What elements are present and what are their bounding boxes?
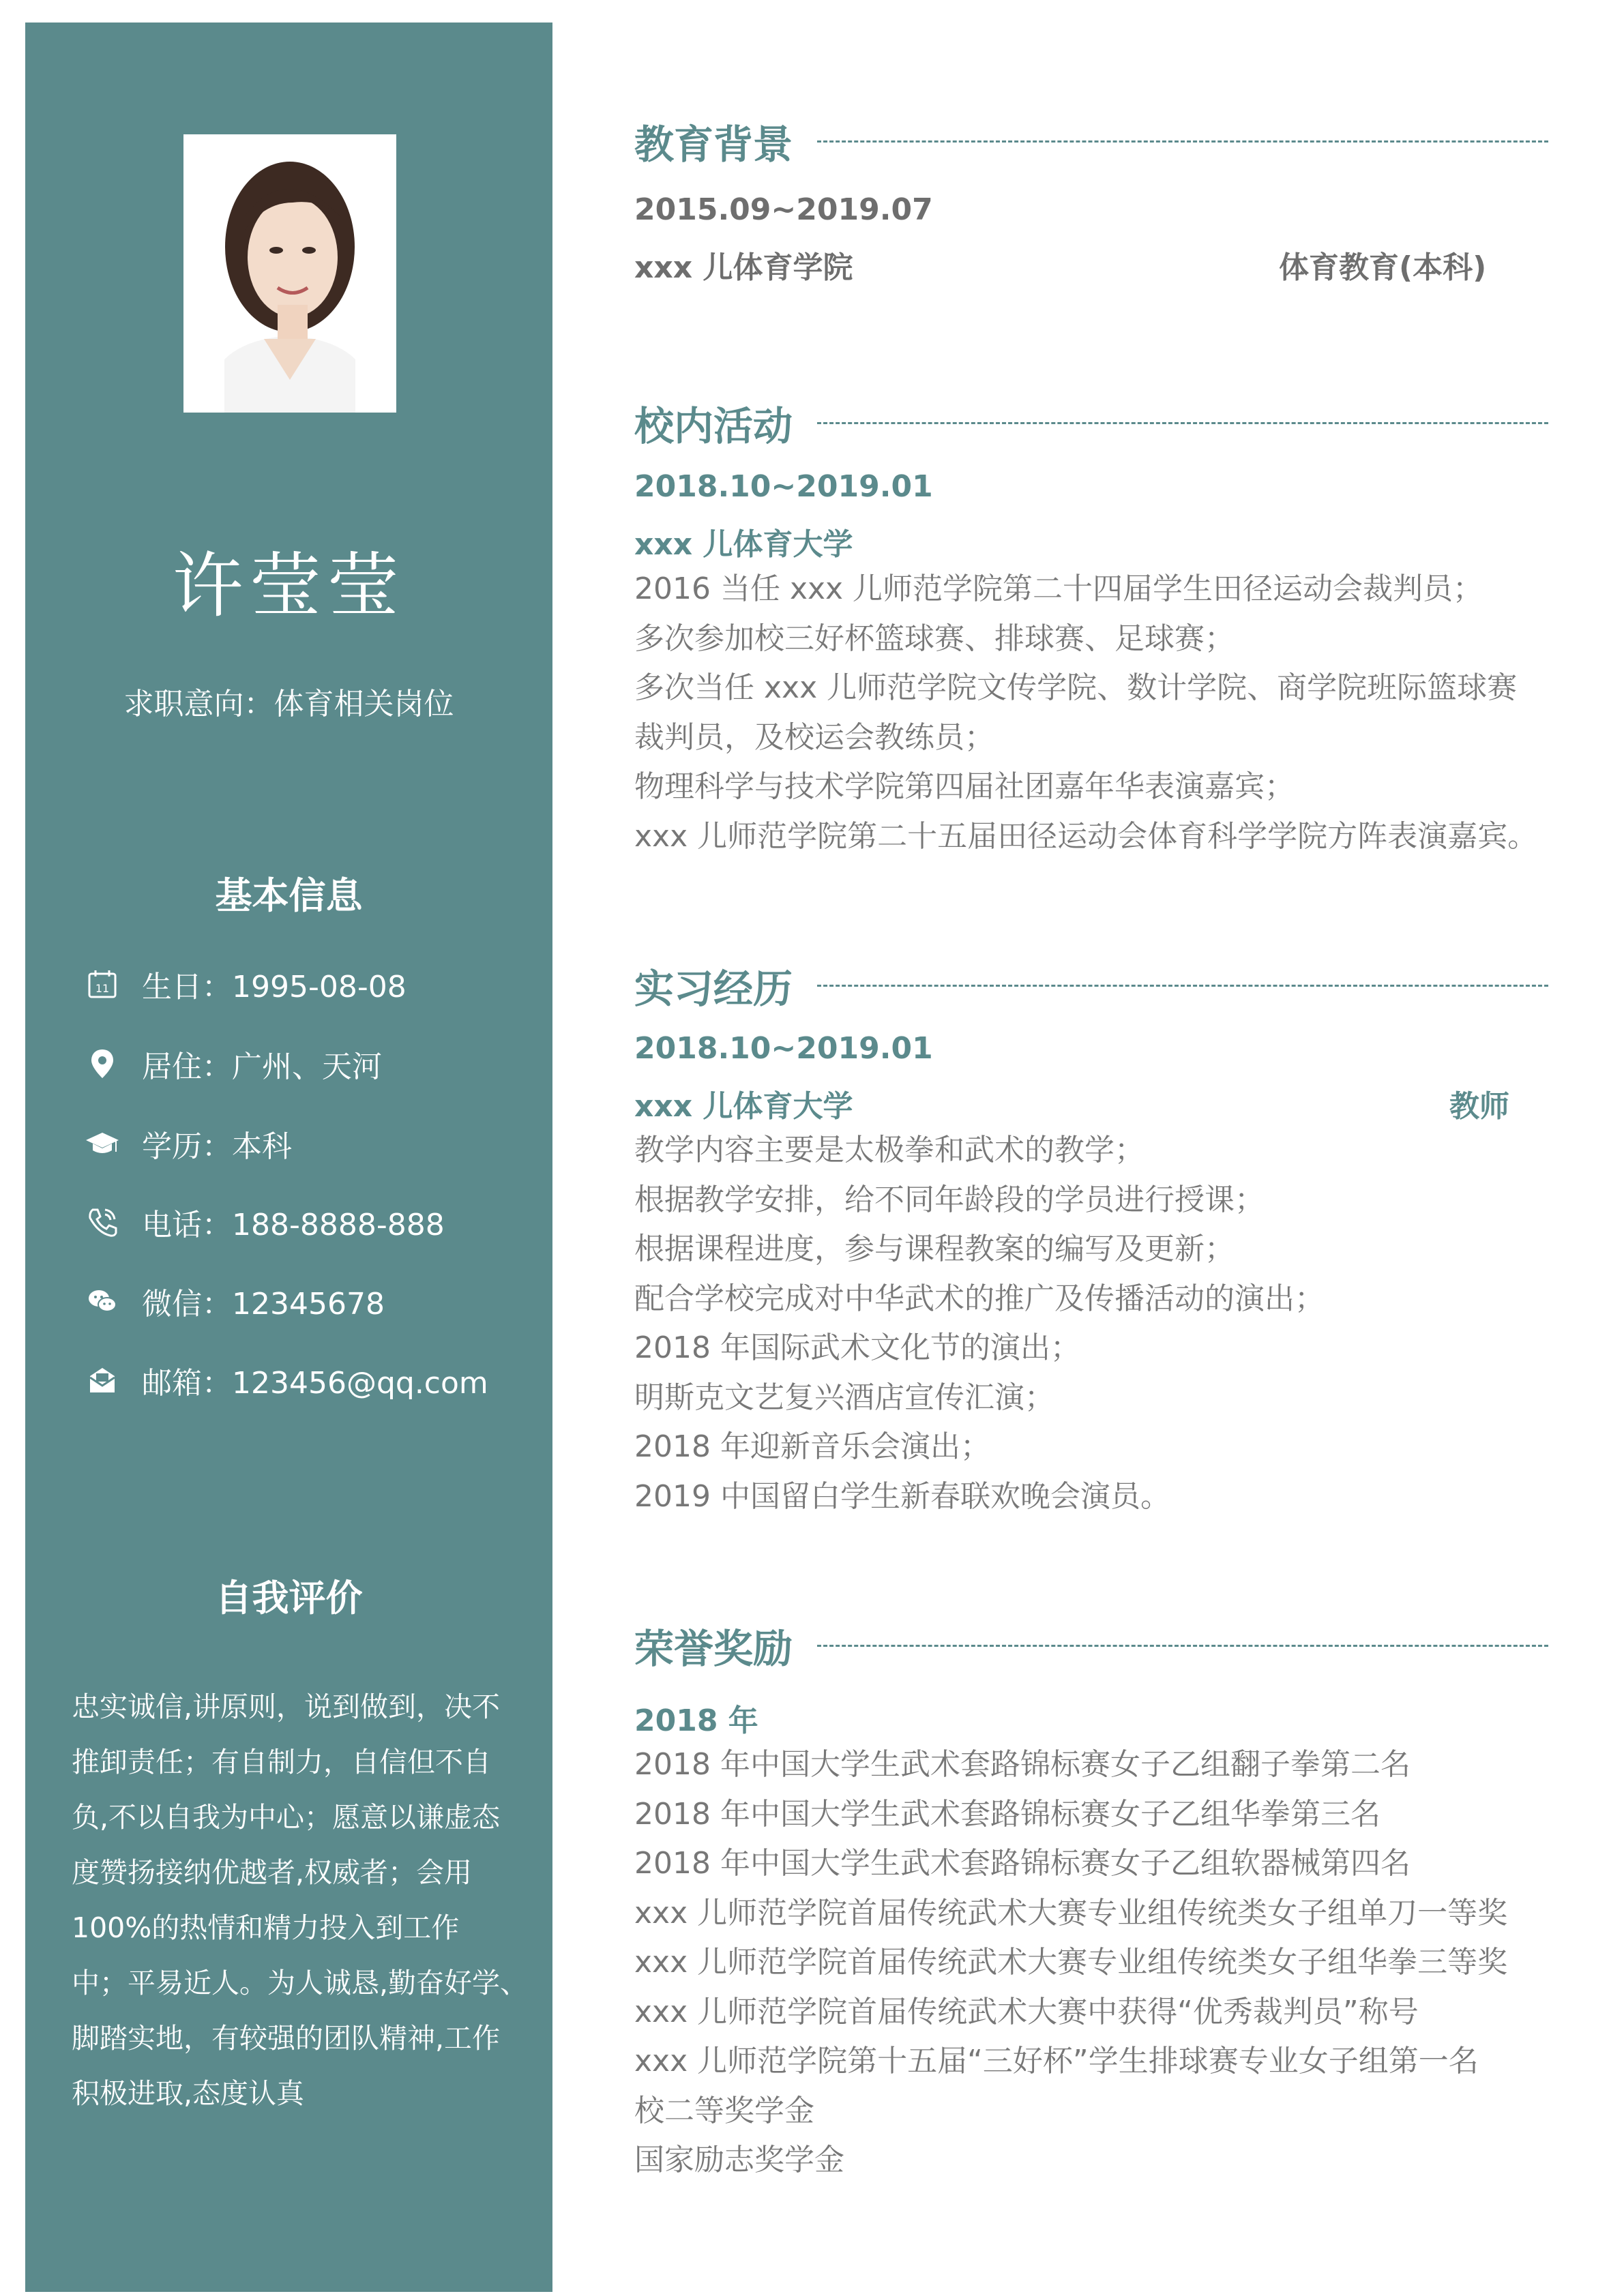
- info-email: [83, 1356, 488, 1404]
- list-item: 物理科学与技术学院第四届社团嘉年华表演嘉宾；: [634, 769, 1295, 804]
- sidebar: [25, 23, 552, 2292]
- info-email-text: 邮箱：123456@qq.com: [142, 1366, 488, 1401]
- candidate-name: 许莹莹: [172, 544, 406, 627]
- section-education-title: 教育背景: [634, 121, 793, 168]
- self-eval-text: [72, 1680, 529, 2121]
- internship-role: 教师: [1449, 1089, 1509, 1124]
- svg-text:11: 11: [95, 982, 110, 995]
- self-eval-line: 脚踏实地，有较强的团队精神,工作: [72, 2022, 501, 2055]
- self-eval-line: 推卸责任；有自制力，自信但不自: [72, 1746, 491, 1778]
- info-phone: [83, 1198, 445, 1246]
- info-birthday: [83, 960, 407, 1008]
- list-item: xxx 儿师范学院第十五届“三好杯”学生排球赛专业女子组第一名: [634, 2044, 1479, 2078]
- info-residence: [83, 1040, 382, 1088]
- section-internship-title: 实习经历: [634, 966, 793, 1012]
- list-item: 2019 中国留白学生新春联欢晚会演员。: [634, 1478, 1170, 1514]
- section-internship-header: [634, 961, 1548, 1012]
- calendar-icon: [83, 965, 121, 1003]
- list-item: 2018 年中国大学生武术套路锦标赛女子乙组翻子拳第二名: [634, 1747, 1411, 1782]
- dashed-divider: [817, 1645, 1548, 1647]
- profile-photo: [183, 134, 396, 413]
- education-major: 体育教育(本科): [1279, 250, 1487, 285]
- list-item: 根据课程进度，参与课程教案的编写及更新；: [634, 1232, 1235, 1266]
- wechat-icon: [83, 1282, 121, 1320]
- list-item: 多次参加校三好杯篮球赛、排球赛、足球赛；: [634, 621, 1235, 656]
- section-honors-header: [634, 1622, 1548, 1672]
- list-item: 2018 年中国大学生武术套路锦标赛女子乙组软器械第四名: [634, 1846, 1411, 1881]
- campus-list: [634, 565, 1548, 861]
- list-item: 明斯克文艺复兴酒店宣传汇演；: [634, 1380, 1054, 1415]
- internship-list: [634, 1126, 1548, 1521]
- self-eval-title: 自我评价: [215, 1577, 363, 1620]
- list-item: 2016 当任 xxx 儿师范学院第二十四届学生田径运动会裁判员；: [634, 571, 1483, 606]
- education-date: 2015.09~2019.07: [634, 192, 933, 227]
- info-education: [83, 1120, 292, 1167]
- list-item: xxx 儿师范学院首届传统武术大赛中获得“优秀裁判员”称号: [634, 1994, 1419, 2029]
- list-item: 校二等奖学金: [634, 2093, 814, 2128]
- campus-org: xxx 儿体育大学: [634, 527, 853, 562]
- basic-info-title: 基本信息: [215, 874, 363, 917]
- list-item: xxx 儿师范学院首届传统武术大赛专业组传统类女子组华拳三等奖: [634, 1945, 1508, 1980]
- info-birthday-text: 生日：1995-08-08: [142, 970, 407, 1004]
- section-campus-title: 校内活动: [634, 403, 793, 449]
- graduation-cap-icon: [83, 1124, 121, 1163]
- self-eval-line: 中；平易近人。为人诚恳,勤奋好学、: [72, 1967, 529, 1999]
- list-item: 2018 年中国大学生武术套路锦标赛女子乙组华拳第三名: [634, 1796, 1381, 1832]
- self-eval-line: 负,不以自我为中心；愿意以谦虚态: [72, 1801, 501, 1834]
- section-campus-header: [634, 399, 1548, 447]
- section-honors-title: 荣誉奖励: [634, 1626, 793, 1672]
- dashed-divider: [817, 985, 1548, 987]
- info-residence-text: 居住：广州、天河: [142, 1049, 382, 1084]
- internship-org: xxx 儿体育大学: [634, 1089, 853, 1124]
- list-item: 多次当任 xxx 儿师范学院文传学院、数计学院、商学院班际篮球赛: [634, 670, 1518, 705]
- self-eval-line: 100%的热情和精力投入到工作: [72, 1911, 460, 1944]
- phone-icon: [83, 1203, 121, 1241]
- self-eval-line: 度赞扬接纳优越者,权威者；会用: [72, 1856, 473, 1889]
- dashed-divider: [817, 140, 1548, 143]
- honors-year: 2018 年: [634, 1703, 758, 1738]
- list-item: 2018 年国际武术文化节的演出；: [634, 1330, 1080, 1365]
- section-education-header: [634, 117, 1548, 168]
- info-education-text: 学历：本科: [142, 1129, 292, 1164]
- list-item: xxx 儿师范学院首届传统武术大赛专业组传统类女子组单刀一等奖: [634, 1895, 1508, 1930]
- list-item: 教学内容主要是太极拳和武术的教学；: [634, 1133, 1145, 1167]
- info-wechat: [83, 1277, 385, 1325]
- job-intent: 求职意向：体育相关岗位: [123, 687, 454, 721]
- campus-date: 2018.10~2019.01: [634, 469, 933, 504]
- self-eval-line: 积极进取,态度认真: [72, 2077, 305, 2110]
- education-school: xxx 儿体育学院: [634, 250, 853, 285]
- info-wechat-text: 微信：12345678: [142, 1287, 385, 1322]
- list-item: xxx 儿师范学院第二十五届田径运动会体育科学学院方阵表演嘉宾。: [634, 818, 1538, 854]
- internship-date: 2018.10~2019.01: [634, 1031, 933, 1066]
- dashed-divider: [817, 422, 1548, 424]
- self-eval-line: 忠实诚信,讲原则，说到做到，决不: [72, 1690, 501, 1723]
- list-item: 裁判员，及校运会教练员；: [634, 719, 994, 755]
- info-phone-text: 电话：188-8888-888: [142, 1208, 445, 1242]
- mail-icon: [83, 1361, 121, 1399]
- list-item: 配合学校完成对中华武术的推广及传播活动的演出；: [634, 1281, 1325, 1316]
- location-pin-icon: [83, 1045, 121, 1083]
- list-item: 根据教学安排，给不同年龄段的学员进行授课；: [634, 1182, 1265, 1217]
- list-item: 2018 年迎新音乐会演出；: [634, 1429, 990, 1464]
- list-item: 国家励志奖学金: [634, 2143, 844, 2177]
- honors-list: [634, 1740, 1548, 2186]
